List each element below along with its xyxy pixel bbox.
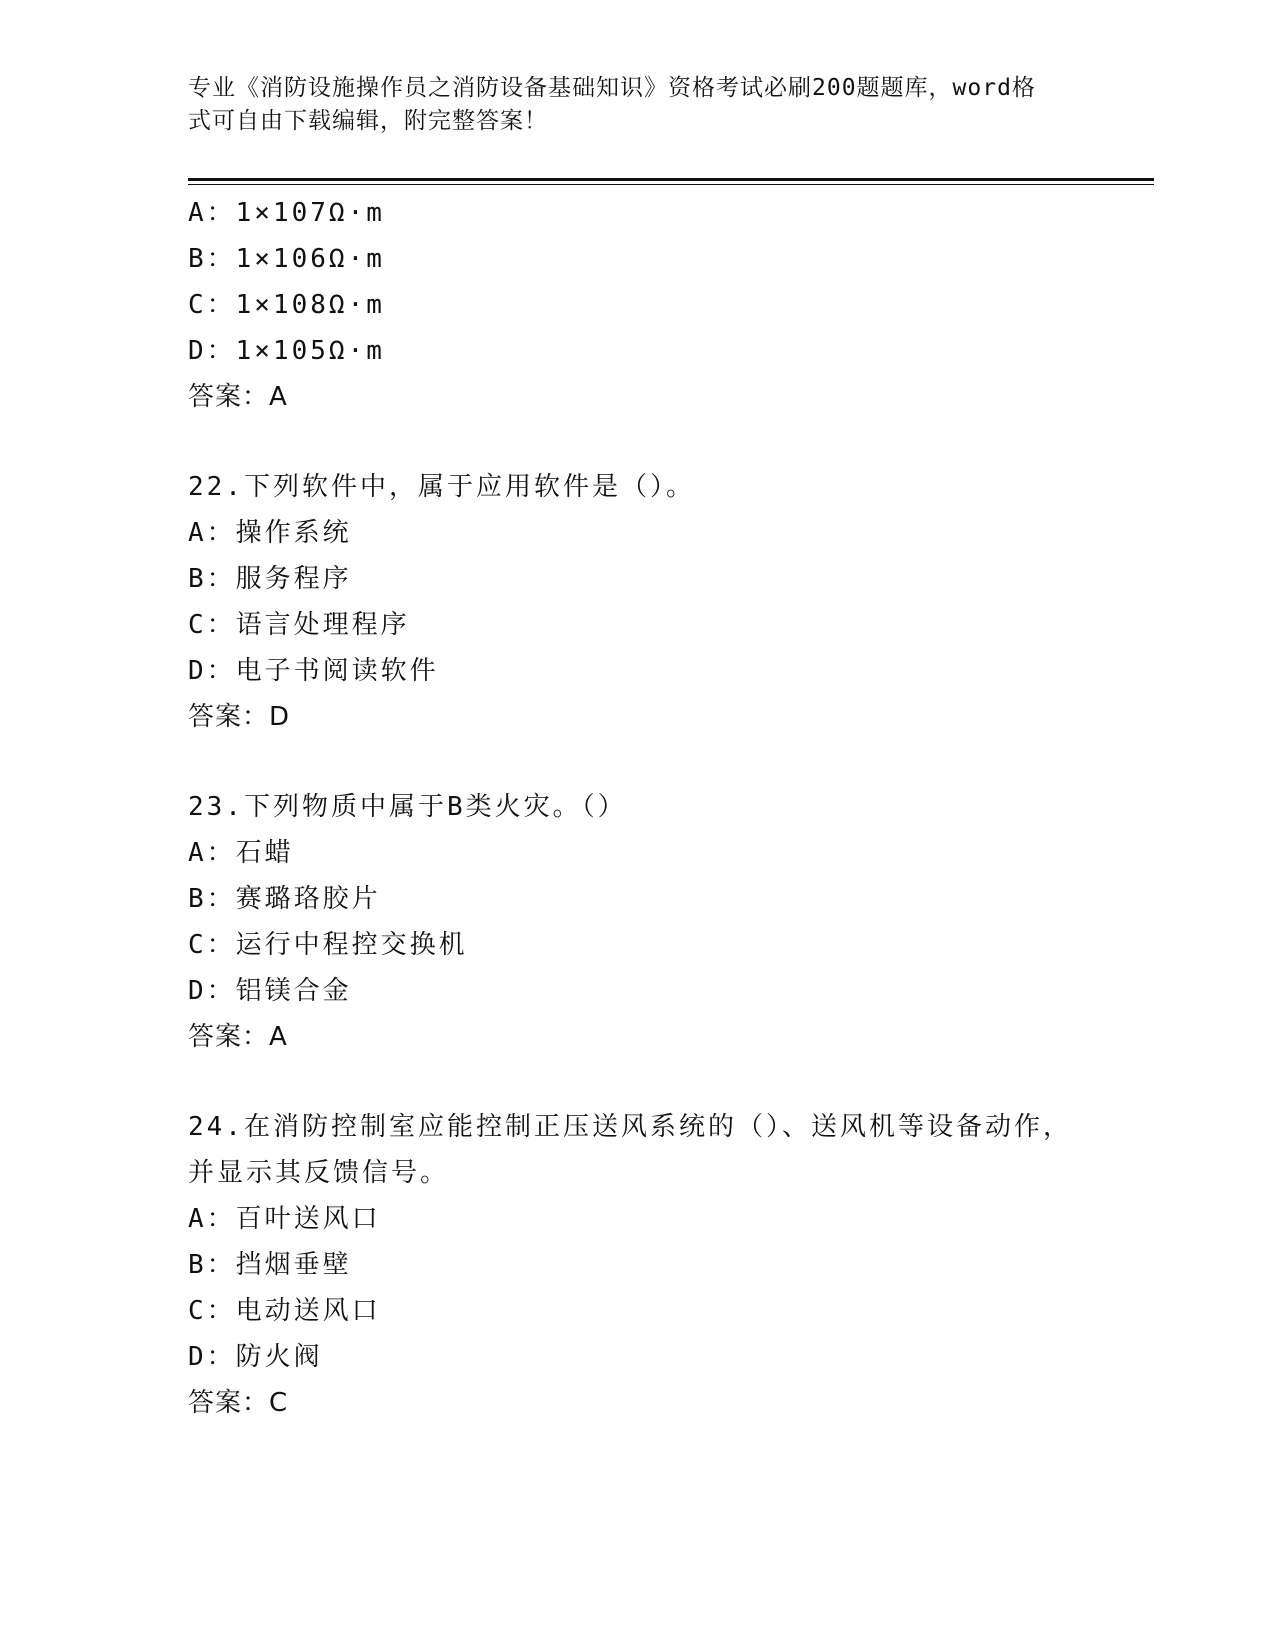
header-line-1: 专业《消防设施操作员之消防设备基础知识》资格考试必刷200题题库，word格 — [188, 75, 1036, 101]
header-divider-thin — [188, 184, 1154, 185]
header-line-2: 式可自由下载编辑，附完整答案！ — [188, 108, 548, 134]
option-b: B：服务程序 — [188, 564, 352, 594]
answer: 答案：A — [188, 382, 288, 412]
question-stem: 23.下列物质中属于B类火灾。（） — [188, 792, 627, 822]
option-c: C：电动送风口 — [188, 1296, 381, 1326]
question-24 — [188, 1104, 1148, 1426]
option-b: B：赛璐珞胶片 — [188, 884, 381, 914]
question-23 — [188, 784, 1148, 1060]
option-d: D：防火阀 — [188, 1342, 323, 1372]
option-c: C：1×108Ω·m — [188, 290, 385, 320]
question-22 — [188, 464, 1148, 740]
spacer — [188, 1060, 1148, 1104]
option-c: C：运行中程控交换机 — [188, 930, 468, 960]
option-b: B：挡烟垂壁 — [188, 1250, 352, 1280]
question-list — [188, 190, 1148, 1426]
question-stem: 22.下列软件中，属于应用软件是（）。 — [188, 472, 695, 502]
option-a: A：1×107Ω·m — [188, 198, 385, 228]
option-b: B：1×106Ω·m — [188, 244, 385, 274]
question-stem-line-1: 24.在消防控制室应能控制正压送风系统的（）、送风机等设备动作， — [188, 1112, 1072, 1142]
option-d: D：电子书阅读软件 — [188, 656, 439, 686]
answer: 答案：A — [188, 1022, 288, 1052]
option-a: A：百叶送风口 — [188, 1204, 381, 1234]
question-21 — [188, 190, 1148, 420]
document-header — [188, 72, 1068, 138]
option-d: D：1×105Ω·m — [188, 336, 385, 366]
option-d: D：铝镁合金 — [188, 976, 352, 1006]
question-stem-line-2: 并显示其反馈信号。 — [188, 1158, 450, 1188]
header-divider-thick — [188, 178, 1154, 181]
spacer — [188, 420, 1148, 464]
answer: 答案：C — [188, 1388, 289, 1418]
option-a: A：石蜡 — [188, 838, 294, 868]
option-a: A：操作系统 — [188, 518, 352, 548]
spacer — [188, 740, 1148, 784]
answer: 答案：D — [188, 702, 291, 732]
option-c: C：语言处理程序 — [188, 610, 410, 640]
